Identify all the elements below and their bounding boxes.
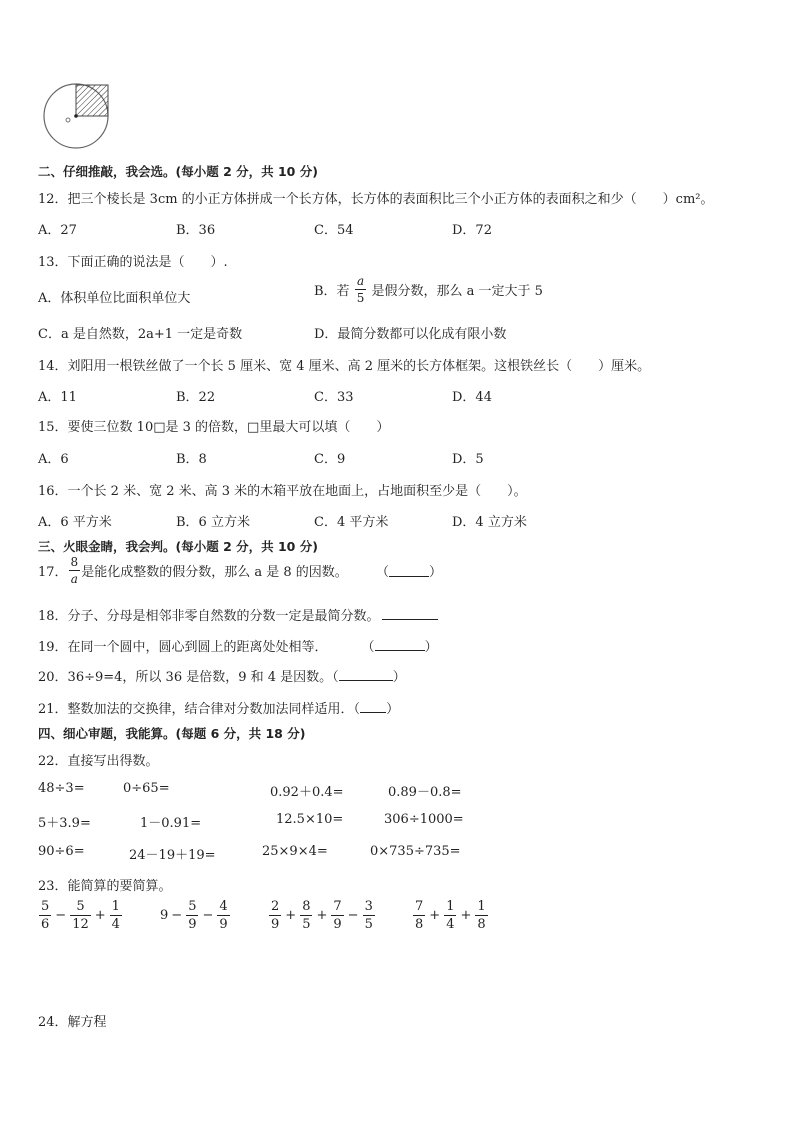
section2-heading: 二、仔细推敲，我会选。(每小题 2 分，共 10 分) — [38, 164, 318, 179]
fraction: $\frac{5}{6}$ — [41, 899, 50, 932]
expression-1: $\frac{5}{6}$ − $\frac{5}{12}$ + $\frac{1}{4}$ — [41, 899, 120, 932]
option-c[interactable]: C．4 平方米 — [314, 515, 389, 530]
option-d[interactable]: D．最简分数都可以化成有限小数 — [314, 327, 507, 342]
calc-item: 90÷6= — [38, 844, 85, 859]
question-18: 18．分子、分母是相邻非零自然数的分数一定是最简分数。 — [38, 605, 438, 624]
option-b[interactable]: B．6 立方米 — [176, 515, 250, 530]
fraction: $\frac{3}{5}$ — [364, 899, 373, 932]
small-mark — [66, 118, 70, 122]
option-a[interactable]: A．27 — [38, 223, 77, 238]
question-23-title: 23．能简算的要简算。 — [38, 879, 172, 894]
option-c[interactable]: C．33 — [314, 390, 354, 405]
option-b[interactable]: B．22 — [176, 390, 216, 405]
option-d[interactable]: D．4 立方米 — [452, 515, 527, 530]
fraction: $\frac{1}{4}$ — [446, 899, 455, 932]
calc-item: 1－0.91= — [140, 816, 202, 831]
option-d[interactable]: D．5 — [452, 452, 484, 467]
section4-heading: 四、细心审题，我能算。(每题 6 分，共 18 分) — [38, 726, 306, 741]
question-19: 19．在同一个圆中，圆心到圆上的距离处处相等． （ ） — [38, 640, 438, 655]
option-b[interactable] — [314, 275, 543, 304]
option-b[interactable]: B．8 — [176, 452, 207, 467]
option-a[interactable]: A．6 平方米 — [38, 515, 112, 530]
fraction: $\frac{4}{9}$ — [219, 899, 228, 932]
answer-blank[interactable] — [375, 638, 425, 651]
question-14: 14．刘阳用一根铁丝做了一个长 5 厘米、宽 4 厘米、高 2 厘米的长方体框架。这根铁丝长（ ）厘米。 — [38, 359, 651, 374]
calc-item: 25×9×4= — [262, 844, 328, 859]
question-17: 17． $\frac{8}{a}$ 是能化成整数的假分数，那么 a 是 8 的因数。 （ ） — [38, 555, 443, 586]
fraction-a-over-5: $\frac{a}{5}$ — [356, 274, 365, 305]
question-24-title: 24．解方程 — [38, 1015, 107, 1030]
calc-item: 0.92＋0.4= — [270, 785, 344, 800]
question-15: 15．要使三位数 10□是 3 的倍数，□里最大可以填（ ） — [38, 420, 390, 435]
answer-blank[interactable] — [382, 607, 438, 620]
option-b-prefix: B．若 — [314, 284, 350, 299]
expression-4: $\frac{7}{8}$ + $\frac{1}{4}$ + $\frac{1}{8}$ — [415, 899, 486, 932]
option-c[interactable]: C．a 是自然数，2a+1 一定是奇数 — [38, 327, 243, 342]
calc-item: 0×735÷735= — [370, 844, 461, 859]
option-c[interactable]: C．54 — [314, 223, 354, 238]
fraction: $\frac{1}{8}$ — [477, 899, 486, 932]
answer-blank[interactable] — [360, 700, 386, 713]
section3-heading: 三、火眼金睛，我会判。(每小题 2 分，共 10 分) — [38, 539, 318, 554]
center-point — [74, 114, 78, 118]
expression-3: $\frac{2}{9}$ + $\frac{8}{5}$ + $\frac{7}{9}$ − $\frac{3}{5}$ — [271, 899, 373, 932]
question-20: 20．36÷9=4，所以 36 是倍数，9 和 4 是因数。（ ） — [38, 670, 406, 685]
answer-blank[interactable] — [389, 564, 429, 577]
option-c[interactable]: C．9 — [314, 452, 346, 467]
calc-item: 12.5×10= — [276, 812, 344, 827]
fraction: $\frac{5}{9}$ — [188, 899, 197, 932]
calc-item: 48÷3= — [38, 781, 85, 796]
question-21: 21．整数加法的交换律，结合律对分数加法同样适用．（ ） — [38, 702, 400, 717]
hatched-sector — [76, 85, 108, 116]
option-a[interactable]: A．6 — [38, 452, 69, 467]
expression-2: 9 − $\frac{5}{9}$ − $\frac{4}{9}$ — [160, 899, 228, 932]
calc-item: 5＋3.9= — [38, 816, 91, 831]
question-16: 16．一个长 2 米、宽 2 米、高 3 米的木箱平放在地面上，占地面积至少是（ ）。 — [38, 484, 527, 499]
option-d[interactable]: D．44 — [452, 390, 492, 405]
calc-item: 0÷65= — [123, 781, 170, 796]
option-d[interactable]: D．72 — [452, 223, 492, 238]
fraction: $\frac{1}{4}$ — [111, 899, 120, 932]
fraction: $\frac{2}{9}$ — [271, 899, 280, 932]
question-12: 12．把三个棱长是 3cm 的小正方体拼成一个长方体，长方体的表面积比三个小正方体的表面积之和少（ ）cm²。 — [38, 192, 714, 207]
calc-item: 0.89－0.8= — [388, 785, 462, 800]
fraction: $\frac{8}{5}$ — [302, 899, 311, 932]
answer-blank[interactable] — [339, 668, 393, 681]
fraction: $\frac{5}{12}$ — [72, 899, 89, 932]
option-b-suffix: 是假分数，那么 a 一定大于 5 — [371, 284, 543, 299]
calc-item: 306÷1000= — [384, 812, 464, 827]
fraction-8-over-a: $\frac{8}{a}$ — [70, 555, 79, 586]
fraction: $\frac{7}{9}$ — [333, 899, 342, 932]
calc-item: 24－19＋19= — [129, 848, 216, 863]
option-a[interactable]: A．体积单位比面积单位大 — [38, 291, 191, 306]
fraction: $\frac{7}{8}$ — [415, 899, 424, 932]
question-13: 13．下面正确的说法是（ ）. — [38, 255, 228, 270]
circle-figure — [38, 80, 118, 150]
option-b[interactable]: B．36 — [176, 223, 216, 238]
question-22-title: 22．直接写出得数。 — [38, 754, 159, 769]
option-a[interactable]: A．11 — [38, 390, 77, 405]
